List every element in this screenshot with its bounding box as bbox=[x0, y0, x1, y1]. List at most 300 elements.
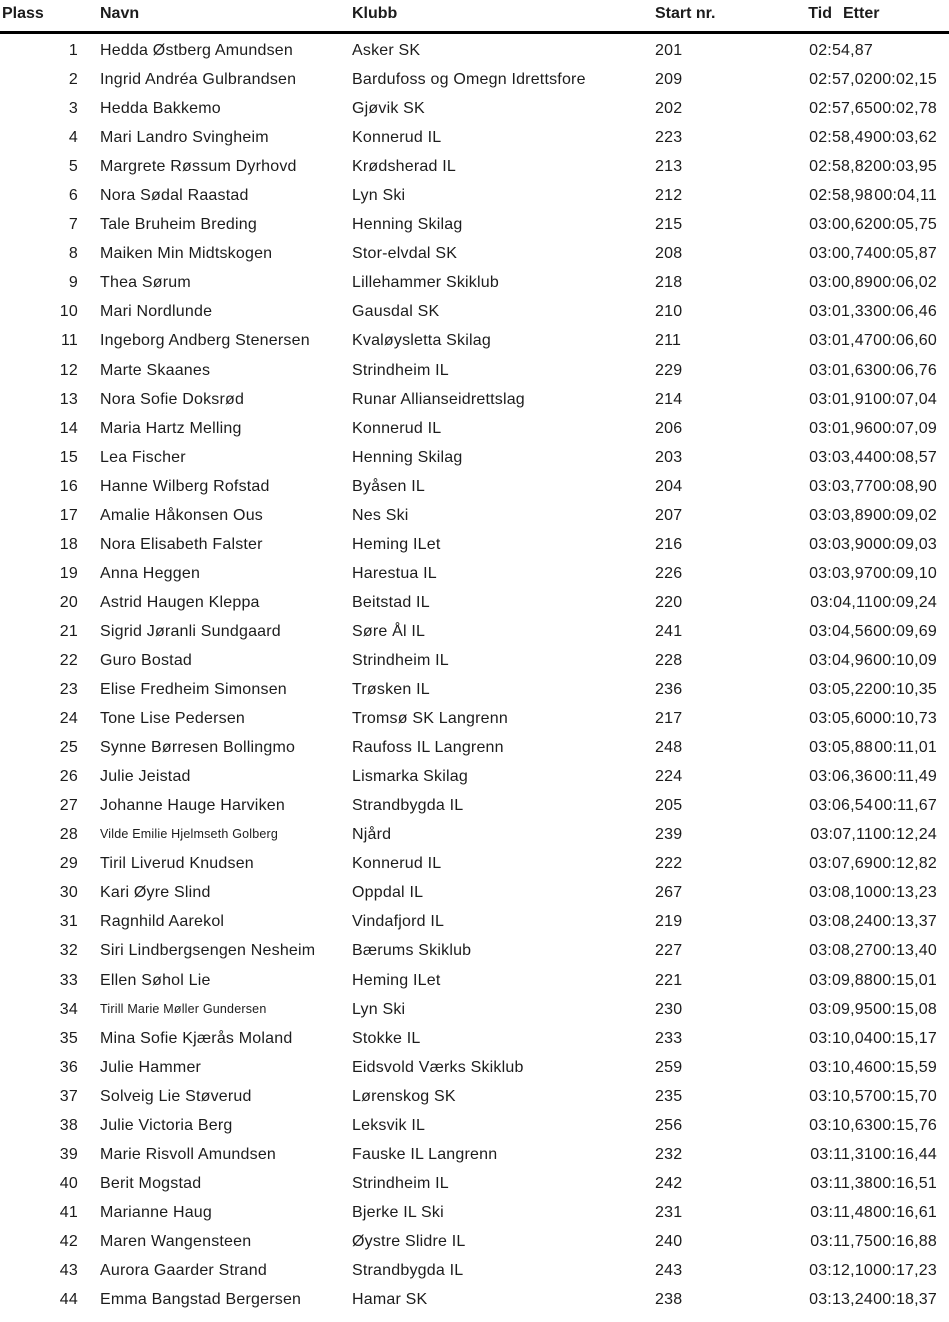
table-row bbox=[0, 385, 949, 414]
time-cell: 03:01,63 bbox=[809, 361, 873, 379]
start-number-cell: 228 bbox=[655, 651, 683, 669]
table-row bbox=[0, 94, 949, 123]
table-row bbox=[0, 1140, 949, 1169]
name-cell: Siri Lindbergsengen Nesheim bbox=[100, 942, 316, 960]
start-number-cell: 216 bbox=[655, 535, 683, 553]
behind-cell: 00:02,15 bbox=[873, 71, 937, 89]
place-cell: 24 bbox=[59, 710, 78, 728]
table-row bbox=[0, 268, 949, 297]
club-cell: Henning Skilag bbox=[352, 216, 463, 234]
start-number-cell: 226 bbox=[655, 564, 683, 582]
club-cell: Øystre Slidre IL bbox=[352, 1232, 466, 1250]
start-number-cell: 242 bbox=[655, 1174, 683, 1192]
name-cell: Julie Victoria Berg bbox=[100, 1116, 233, 1134]
place-cell: 39 bbox=[59, 1145, 78, 1163]
behind-cell: 00:12,82 bbox=[873, 855, 937, 873]
name-cell: Synne Børresen Bollingmo bbox=[100, 739, 296, 757]
place-cell: 13 bbox=[59, 390, 78, 408]
time-cell: 03:08,10 bbox=[809, 884, 873, 902]
time-cell: 02:58,98 bbox=[809, 187, 873, 205]
table-row bbox=[0, 704, 949, 733]
time-cell: 03:10,63 bbox=[809, 1116, 873, 1134]
start-number-cell: 218 bbox=[655, 274, 683, 292]
place-cell: 14 bbox=[59, 419, 78, 437]
time-cell: 03:08,24 bbox=[809, 913, 873, 931]
table-row bbox=[0, 675, 949, 704]
club-cell: Krødsherad IL bbox=[352, 158, 456, 176]
name-cell: Maren Wangensteen bbox=[100, 1232, 252, 1250]
time-cell: 02:57,65 bbox=[809, 100, 873, 118]
place-cell: 15 bbox=[59, 448, 78, 466]
time-cell: 03:09,88 bbox=[809, 971, 873, 989]
time-cell: 03:00,62 bbox=[809, 216, 873, 234]
start-number-cell: 202 bbox=[655, 100, 683, 118]
column-header-behind: Etter bbox=[843, 5, 880, 22]
start-number-cell: 235 bbox=[655, 1087, 683, 1105]
time-cell: 02:54,87 bbox=[809, 42, 873, 59]
time-cell: 03:12,10 bbox=[809, 1261, 873, 1279]
table-row bbox=[0, 762, 949, 791]
club-cell: Njård bbox=[352, 826, 392, 844]
table-row bbox=[0, 1024, 949, 1053]
table-row bbox=[0, 849, 949, 878]
table-row bbox=[0, 472, 949, 501]
time-cell: 03:11,48 bbox=[810, 1203, 873, 1221]
name-cell: Mari Landro Svingheim bbox=[100, 129, 269, 147]
behind-cell: 00:09,69 bbox=[873, 622, 937, 640]
table-row bbox=[0, 210, 949, 239]
time-cell: 03:07,69 bbox=[809, 855, 873, 873]
table-row bbox=[0, 501, 949, 530]
place-cell: 3 bbox=[68, 100, 78, 118]
place-cell: 29 bbox=[59, 855, 78, 873]
name-cell: Marianne Haug bbox=[100, 1203, 212, 1221]
name-cell: Kari Øyre Slind bbox=[100, 884, 211, 902]
table-row bbox=[0, 646, 949, 675]
place-cell: 22 bbox=[59, 651, 78, 669]
start-number-cell: 232 bbox=[655, 1145, 683, 1163]
behind-cell: 00:16,61 bbox=[873, 1203, 937, 1221]
club-cell: Lyn Ski bbox=[352, 1000, 406, 1018]
start-number-cell: 229 bbox=[655, 361, 683, 379]
behind-cell: 00:12,24 bbox=[873, 826, 937, 844]
behind-cell: 00:16,44 bbox=[873, 1145, 937, 1163]
time-cell: 03:06,54 bbox=[809, 797, 873, 815]
table-row bbox=[0, 356, 949, 385]
table-row bbox=[0, 791, 949, 820]
time-cell: 03:03,90 bbox=[809, 535, 873, 553]
club-cell: Hamar SK bbox=[352, 1291, 428, 1309]
start-number-cell: 220 bbox=[655, 593, 683, 611]
club-cell: Lørenskog SK bbox=[352, 1087, 456, 1105]
name-cell: Nora Sødal Raastad bbox=[100, 187, 249, 205]
name-cell: Berit Mogstad bbox=[100, 1174, 202, 1192]
place-cell: 4 bbox=[68, 129, 78, 147]
start-number-cell: 204 bbox=[655, 477, 683, 495]
table-row bbox=[0, 443, 949, 472]
place-cell: 9 bbox=[68, 274, 78, 292]
time-cell: 03:05,88 bbox=[809, 739, 873, 757]
place-cell: 34 bbox=[59, 1000, 78, 1018]
place-cell: 37 bbox=[59, 1087, 78, 1105]
time-cell: 03:00,74 bbox=[809, 245, 873, 263]
place-cell: 40 bbox=[59, 1174, 78, 1192]
time-cell: 03:03,97 bbox=[809, 564, 873, 582]
start-number-cell: 209 bbox=[655, 71, 683, 89]
club-cell: Vindafjord IL bbox=[352, 913, 445, 931]
results-table-header bbox=[0, 0, 949, 31]
behind-cell: 00:07,04 bbox=[873, 390, 937, 408]
behind-cell: 00:15,01 bbox=[873, 971, 937, 989]
place-cell: 18 bbox=[59, 535, 78, 553]
place-cell: 8 bbox=[68, 245, 78, 263]
table-row bbox=[0, 530, 949, 559]
club-cell: Konnerud IL bbox=[352, 129, 442, 147]
start-number-cell: 267 bbox=[655, 884, 683, 902]
behind-cell: 00:11,01 bbox=[874, 739, 937, 757]
behind-cell: 00:06,46 bbox=[873, 303, 937, 321]
table-row bbox=[0, 326, 949, 355]
column-header-name: Navn bbox=[100, 5, 140, 22]
place-cell: 6 bbox=[68, 187, 78, 205]
behind-cell: 00:13,23 bbox=[873, 884, 937, 902]
start-number-cell: 219 bbox=[655, 913, 683, 931]
start-number-cell: 214 bbox=[655, 390, 683, 408]
place-cell: 28 bbox=[59, 826, 78, 844]
table-row bbox=[0, 297, 949, 326]
name-cell: Hedda Bakkemo bbox=[100, 100, 221, 118]
time-cell: 03:05,22 bbox=[809, 681, 873, 699]
time-cell: 03:13,24 bbox=[809, 1291, 873, 1309]
club-cell: Nes Ski bbox=[352, 506, 409, 524]
name-cell: Tiril Liverud Knudsen bbox=[100, 855, 254, 873]
start-number-cell: 217 bbox=[655, 710, 683, 728]
table-row bbox=[0, 617, 949, 646]
club-cell: Beitstad IL bbox=[352, 593, 430, 611]
time-cell: 03:00,89 bbox=[809, 274, 873, 292]
name-cell: Solveig Lie Støverud bbox=[100, 1087, 252, 1105]
behind-cell: 00:15,08 bbox=[873, 1000, 937, 1018]
time-cell: 03:01,96 bbox=[809, 419, 873, 437]
place-cell: 27 bbox=[59, 797, 78, 815]
name-cell: Mari Nordlunde bbox=[100, 303, 213, 321]
name-cell: Emma Bangstad Bergersen bbox=[100, 1291, 302, 1309]
place-cell: 2 bbox=[68, 71, 78, 89]
place-cell: 11 bbox=[60, 332, 78, 350]
name-cell: Lea Fischer bbox=[100, 448, 186, 466]
start-number-cell: 230 bbox=[655, 1000, 683, 1018]
club-cell: Strindheim IL bbox=[352, 361, 449, 379]
club-cell: Søre Ål IL bbox=[352, 622, 426, 640]
name-cell: Marte Skaanes bbox=[100, 361, 211, 379]
name-cell: Thea Sørum bbox=[100, 274, 191, 292]
time-cell: 03:11,31 bbox=[810, 1145, 873, 1163]
name-cell: Johanne Hauge Harviken bbox=[100, 797, 285, 815]
behind-cell: 00:16,88 bbox=[873, 1232, 937, 1250]
name-cell: Ingrid Andréa Gulbrandsen bbox=[100, 71, 297, 89]
behind-cell: 00:03,62 bbox=[873, 129, 937, 147]
name-cell: Tirill Marie Møller Gundersen bbox=[100, 1001, 267, 1016]
time-cell: 03:03,77 bbox=[809, 477, 873, 495]
name-cell: Hedda Østberg Amundsen bbox=[100, 42, 293, 59]
table-row bbox=[0, 966, 949, 995]
name-cell: Margrete Røssum Dyrhovd bbox=[100, 158, 297, 176]
place-cell: 35 bbox=[59, 1029, 78, 1047]
time-cell: 03:04,56 bbox=[809, 622, 873, 640]
start-number-cell: 221 bbox=[655, 971, 683, 989]
name-cell: Ellen Søhol Lie bbox=[100, 971, 211, 989]
name-cell: Ragnhild Aarekol bbox=[100, 913, 225, 931]
place-cell: 31 bbox=[59, 913, 78, 931]
table-row bbox=[0, 181, 949, 210]
place-cell: 5 bbox=[68, 158, 78, 176]
name-cell: Marie Risvoll Amundsen bbox=[100, 1145, 277, 1163]
club-cell: Runar Allianseidrettslag bbox=[352, 390, 525, 408]
name-cell: Anna Heggen bbox=[100, 564, 201, 582]
table-row bbox=[0, 1111, 949, 1140]
name-cell: Tone Lise Pedersen bbox=[100, 710, 246, 728]
behind-cell: 00:06,60 bbox=[873, 332, 937, 350]
time-cell: 03:11,75 bbox=[810, 1232, 873, 1250]
behind-cell: 00:15,70 bbox=[873, 1087, 937, 1105]
club-cell: Bardufoss og Omegn Idrettsfore bbox=[352, 71, 586, 89]
name-cell: Hanne Wilberg Rofstad bbox=[100, 477, 270, 495]
place-cell: 38 bbox=[59, 1116, 78, 1134]
column-header-club: Klubb bbox=[352, 5, 398, 22]
behind-cell: 00:08,57 bbox=[873, 448, 937, 466]
behind-cell: 00:09,03 bbox=[873, 535, 937, 553]
place-cell: 41 bbox=[59, 1203, 78, 1221]
club-cell: Tromsø SK Langrenn bbox=[352, 710, 508, 728]
time-cell: 03:10,04 bbox=[809, 1029, 873, 1047]
club-cell: Kvaløysletta Skilag bbox=[352, 332, 491, 350]
behind-cell: 00:15,17 bbox=[873, 1029, 937, 1047]
table-row bbox=[0, 1227, 949, 1256]
place-cell: 30 bbox=[59, 884, 78, 902]
table-row bbox=[0, 1053, 949, 1082]
behind-cell: 00:10,73 bbox=[873, 710, 937, 728]
behind-cell: 00:06,02 bbox=[873, 274, 937, 292]
place-cell: 16 bbox=[59, 477, 78, 495]
place-cell: 17 bbox=[59, 506, 78, 524]
behind-cell: 00:02,78 bbox=[873, 100, 937, 118]
start-number-cell: 239 bbox=[655, 826, 683, 844]
column-header-place: Plass bbox=[2, 5, 44, 22]
time-cell: 03:11,38 bbox=[810, 1174, 873, 1192]
time-cell: 03:09,95 bbox=[809, 1000, 873, 1018]
start-number-cell: 243 bbox=[655, 1261, 683, 1279]
start-number-cell: 236 bbox=[655, 681, 683, 699]
time-cell: 03:05,60 bbox=[809, 710, 873, 728]
start-number-cell: 210 bbox=[655, 303, 683, 321]
club-cell: Lismarka Skilag bbox=[352, 768, 468, 786]
behind-cell: 00:11,67 bbox=[874, 797, 937, 815]
name-cell: Guro Bostad bbox=[100, 651, 193, 669]
club-cell: Lillehammer Skiklub bbox=[352, 274, 499, 292]
club-cell: Konnerud IL bbox=[352, 419, 442, 437]
club-cell: Strindheim IL bbox=[352, 651, 449, 669]
place-cell: 10 bbox=[59, 303, 78, 321]
start-number-cell: 233 bbox=[655, 1029, 683, 1047]
time-cell: 02:58,49 bbox=[809, 129, 873, 147]
start-number-cell: 256 bbox=[655, 1116, 683, 1134]
name-cell: Aurora Gaarder Strand bbox=[100, 1261, 267, 1279]
time-cell: 03:10,57 bbox=[809, 1087, 873, 1105]
club-cell: Leksvik IL bbox=[352, 1116, 426, 1134]
place-cell: 12 bbox=[59, 361, 78, 379]
name-cell: Mina Sofie Kjærås Moland bbox=[100, 1029, 293, 1047]
start-number-cell: 238 bbox=[655, 1291, 683, 1309]
place-cell: 43 bbox=[59, 1261, 78, 1279]
time-cell: 03:04,11 bbox=[810, 593, 873, 611]
name-cell: Vilde Emilie Hjelmseth Golberg bbox=[100, 827, 279, 842]
place-cell: 32 bbox=[59, 942, 78, 960]
behind-cell: 00:04,11 bbox=[874, 187, 937, 205]
name-cell: Elise Fredheim Simonsen bbox=[100, 681, 287, 699]
club-cell: Henning Skilag bbox=[352, 448, 463, 466]
club-cell: Konnerud IL bbox=[352, 855, 442, 873]
time-cell: 03:03,44 bbox=[809, 448, 873, 466]
club-cell: Heming ILet bbox=[352, 971, 441, 989]
behind-cell: 00:10,35 bbox=[873, 681, 937, 699]
table-row bbox=[0, 1285, 949, 1314]
place-cell: 44 bbox=[59, 1291, 78, 1309]
place-cell: 26 bbox=[59, 768, 78, 786]
table-row bbox=[0, 123, 949, 152]
club-cell: Lyn Ski bbox=[352, 187, 406, 205]
club-cell: Gausdal SK bbox=[352, 303, 440, 321]
time-cell: 03:04,96 bbox=[809, 651, 873, 669]
start-number-cell: 201 bbox=[655, 42, 683, 59]
time-cell: 03:08,27 bbox=[809, 942, 873, 960]
start-number-cell: 207 bbox=[655, 506, 683, 524]
club-cell: Raufoss IL Langrenn bbox=[352, 739, 504, 757]
place-cell: 36 bbox=[59, 1058, 78, 1076]
start-number-cell: 231 bbox=[655, 1203, 683, 1221]
time-cell: 03:01,47 bbox=[809, 332, 873, 350]
name-cell: Amalie Håkonsen Ous bbox=[100, 506, 263, 524]
club-cell: Bærums Skiklub bbox=[352, 942, 472, 960]
table-row bbox=[0, 414, 949, 443]
behind-cell: 00:07,09 bbox=[873, 419, 937, 437]
place-cell: 42 bbox=[59, 1232, 78, 1250]
start-number-cell: 206 bbox=[655, 419, 683, 437]
behind-cell: 00:06,76 bbox=[873, 361, 937, 379]
name-cell: Nora Sofie Doksrød bbox=[100, 390, 245, 408]
table-row bbox=[0, 239, 949, 268]
club-cell: Oppdal IL bbox=[352, 884, 424, 902]
behind-cell: 00:15,59 bbox=[873, 1058, 937, 1076]
time-cell: 03:07,11 bbox=[810, 826, 873, 844]
club-cell: Bjerke IL Ski bbox=[352, 1203, 444, 1221]
table-row bbox=[0, 1198, 949, 1227]
time-cell: 03:01,91 bbox=[809, 390, 873, 408]
behind-cell: 00:09,02 bbox=[873, 506, 937, 524]
behind-cell: 00:17,23 bbox=[873, 1261, 937, 1279]
table-row bbox=[0, 1169, 949, 1198]
club-cell: Strindheim IL bbox=[352, 1174, 449, 1192]
start-number-cell: 203 bbox=[655, 448, 683, 466]
start-number-cell: 223 bbox=[655, 129, 683, 147]
time-cell: 02:58,82 bbox=[809, 158, 873, 176]
name-cell: Sigrid Jøranli Sundgaard bbox=[100, 622, 281, 640]
place-cell: 1 bbox=[68, 42, 78, 59]
behind-cell: 00:09,24 bbox=[873, 593, 937, 611]
start-number-cell: 241 bbox=[655, 622, 683, 640]
start-number-cell: 222 bbox=[655, 855, 683, 873]
behind-cell: 00:09,10 bbox=[873, 564, 937, 582]
start-number-cell: 211 bbox=[655, 332, 682, 350]
place-cell: 7 bbox=[68, 216, 78, 234]
start-number-cell: 212 bbox=[655, 187, 683, 205]
table-row bbox=[0, 878, 949, 907]
name-cell: Julie Jeistad bbox=[100, 768, 191, 786]
table-row bbox=[0, 907, 949, 936]
behind-cell: 00:03,95 bbox=[873, 158, 937, 176]
name-cell: Nora Elisabeth Falster bbox=[100, 535, 263, 553]
club-cell: Stokke IL bbox=[352, 1029, 421, 1047]
name-cell: Astrid Haugen Kleppa bbox=[100, 593, 260, 611]
behind-cell: 00:13,40 bbox=[873, 942, 937, 960]
table-row bbox=[0, 733, 949, 762]
club-cell: Byåsen IL bbox=[352, 477, 425, 495]
club-cell: Strandbygda IL bbox=[352, 1261, 464, 1279]
start-number-cell: 213 bbox=[655, 158, 683, 176]
name-cell: Maria Hartz Melling bbox=[100, 419, 242, 437]
table-row bbox=[0, 1256, 949, 1285]
club-cell: Fauske IL Langrenn bbox=[352, 1145, 498, 1163]
table-row bbox=[0, 65, 949, 94]
name-cell: Maiken Min Midtskogen bbox=[100, 245, 273, 263]
behind-cell: 00:13,37 bbox=[873, 913, 937, 931]
results-table-body bbox=[0, 34, 949, 1314]
behind-cell: 00:05,87 bbox=[873, 245, 937, 263]
place-cell: 19 bbox=[59, 564, 78, 582]
start-number-cell: 224 bbox=[655, 768, 683, 786]
behind-cell: 00:10,09 bbox=[873, 651, 937, 669]
start-number-cell: 208 bbox=[655, 245, 683, 263]
club-cell: Asker SK bbox=[352, 42, 421, 59]
table-row bbox=[0, 820, 949, 849]
start-number-cell: 240 bbox=[655, 1232, 683, 1250]
table-row bbox=[0, 1082, 949, 1111]
table-row bbox=[0, 588, 949, 617]
behind-cell: 00:16,51 bbox=[873, 1174, 937, 1192]
start-number-cell: 215 bbox=[655, 216, 683, 234]
name-cell: Ingeborg Andberg Stenersen bbox=[100, 332, 310, 350]
behind-cell: 00:18,37 bbox=[873, 1291, 937, 1309]
place-cell: 25 bbox=[59, 739, 78, 757]
behind-cell: 00:11,49 bbox=[874, 768, 937, 786]
column-header-time: Tid bbox=[808, 5, 832, 22]
start-number-cell: 248 bbox=[655, 739, 683, 757]
behind-cell: 00:15,76 bbox=[873, 1116, 937, 1134]
place-cell: 23 bbox=[59, 681, 78, 699]
start-number-cell: 259 bbox=[655, 1058, 683, 1076]
name-cell: Tale Bruheim Breding bbox=[100, 216, 257, 234]
time-cell: 03:03,89 bbox=[809, 506, 873, 524]
table-row bbox=[0, 559, 949, 588]
table-row bbox=[0, 995, 949, 1024]
time-cell: 03:01,33 bbox=[809, 303, 873, 321]
club-cell: Trøsken IL bbox=[352, 681, 430, 699]
place-cell: 20 bbox=[59, 593, 78, 611]
start-number-cell: 205 bbox=[655, 797, 683, 815]
club-cell: Harestua IL bbox=[352, 564, 437, 582]
place-cell: 21 bbox=[59, 622, 78, 640]
table-row bbox=[0, 36, 949, 65]
table-row bbox=[0, 152, 949, 181]
